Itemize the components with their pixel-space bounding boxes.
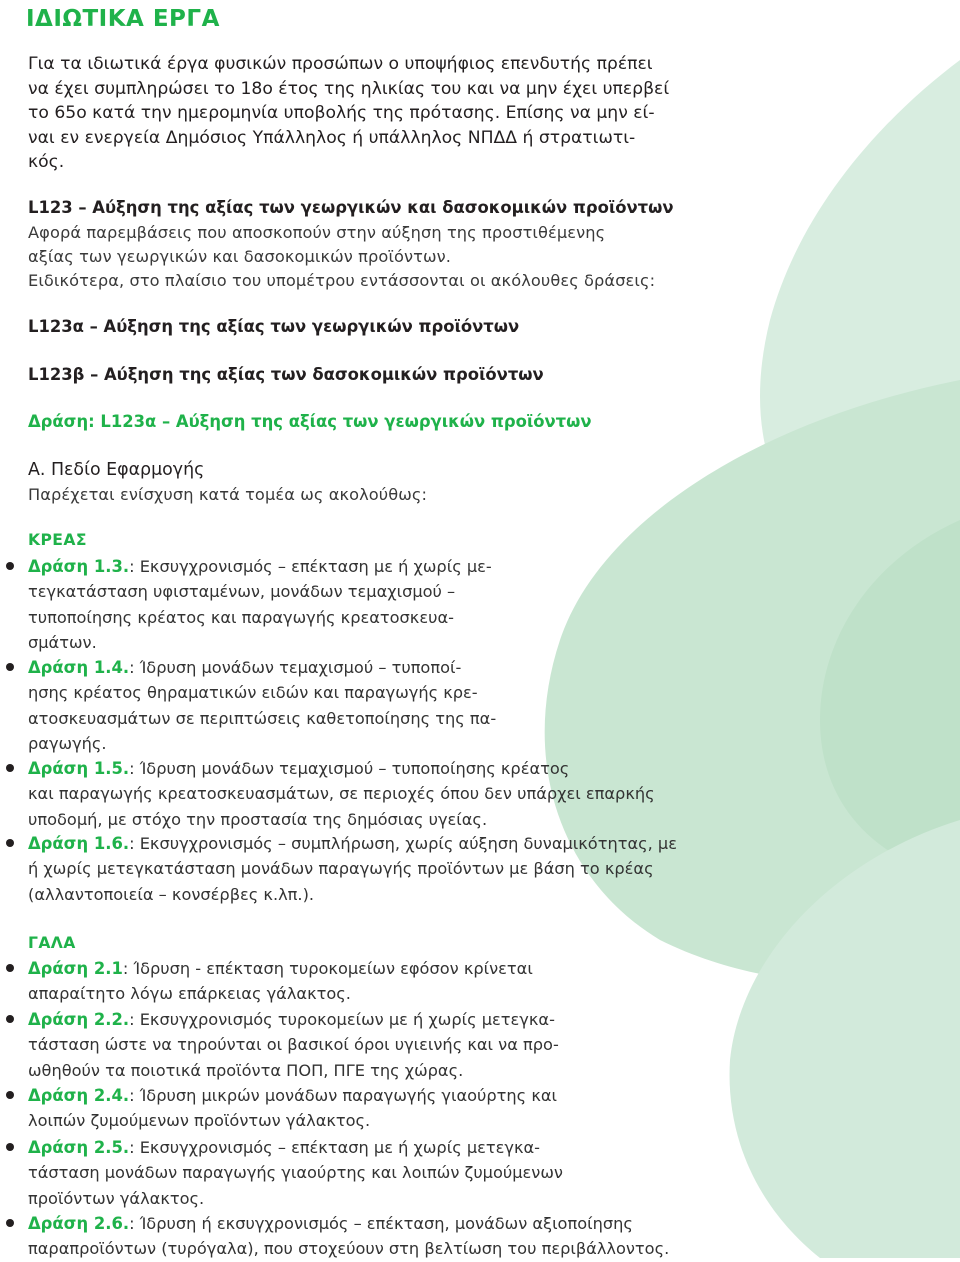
intro-line: κός. <box>28 152 65 172</box>
section-label-milk: ΓΑΛΑ <box>28 934 76 952</box>
action-heading: Δράση: L123α – Αύξηση της αξίας των γεωργικών προϊόντων <box>28 412 592 431</box>
bullet-icon <box>6 764 14 772</box>
action-label: Δράση 1.3. <box>28 557 130 576</box>
action-label: Δράση 2.2. <box>28 1010 130 1029</box>
action-label: Δράση 2.4. <box>28 1086 130 1105</box>
l123b-heading: L123β – Αύξηση της αξίας των δασοκομικών προϊόντων <box>28 365 544 384</box>
page-title: ΙΔΙΩΤΙΚΑ ΕΡΓΑ <box>26 6 220 32</box>
list-item-text: Δράση 2.6.: Ίδρυση ή εκσυγχρονισμός – επέκταση, μονάδων αξιοποίησης παραπροϊόντων (τυρόγαλα), που στοχεύουν στη βελτίωση του περιβάλλοντος. <box>28 1214 670 1259</box>
list-item-text: Δράση 2.4.: Ίδρυση μικρών μονάδων παραγωγής γιαούρτης και λοιπών ζυμούμενων προϊόντων γάλακτος. <box>28 1086 558 1131</box>
bullet-icon <box>6 1015 14 1023</box>
bullet-icon <box>6 964 14 972</box>
bullet-icon <box>6 1091 14 1099</box>
intro-paragraph <box>28 52 669 175</box>
list-item-text: Δράση 1.4.: Ίδρυση μονάδων τεμαχισμού – τυποποί- ησης κρέατος θηραματικών ειδών και παραγωγής κρε- ατοσκευασμάτων σε περιπτώσεις καθετοποίησης της πα- ραγωγής. <box>28 658 497 754</box>
list-item-text: Δράση 1.6.: Εκσυγχρονισμός – συμπλήρωση, χωρίς αύξηση δυναμικότητας, με ή χωρίς μετεγκατάσταση μονάδων παραγωγής προϊόντων με βάση το κρέας (αλλαντοποιεία – κονσέρβες κ.λπ.). <box>28 834 677 904</box>
scope-heading: Α. Πεδίο Εφαρμογής <box>28 460 205 480</box>
intro-line: το 65ο κατά την ημερομηνία υποβολής της πρότασης. Επίσης να μην εί- <box>28 103 655 123</box>
l123a-heading: L123α – Αύξηση της αξίας των γεωργικών προϊόντων <box>28 317 520 336</box>
bullet-icon <box>6 839 14 847</box>
action-label: Δράση 2.6. <box>28 1214 130 1233</box>
bullet-icon <box>6 562 14 570</box>
description-line: Αφορά παρεμβάσεις που αποσκοπούν στην αύξηση της προστιθέμενης <box>28 223 606 242</box>
description-line: αξίας των γεωργικών και δασοκομικών προϊόντων. <box>28 247 451 266</box>
action-label: Δράση 2.5. <box>28 1138 130 1157</box>
bullet-icon <box>6 1143 14 1151</box>
list-item-text: Δράση 2.2.: Εκσυγχρονισμός τυροκομείων με ή χωρίς μετεγκα- τάσταση ώστε να τηρούνται οι βασικοί όροι υγιεινής και να προ- ωθηθούν τα ποιοτικά προϊόντα ΠΟΠ, ΠΓΕ της χώρας. <box>28 1010 559 1080</box>
list-item-text: Δράση 1.5.: Ίδρυση μονάδων τεμαχισμού – τυποποίησης κρέατος και παραγωγής κρεατοσκευασμάτων, σε περιοχές όπου δεν υπάρχει επαρκής υποδομή, με στόχο την προστασία της δημόσιας υγείας. <box>28 759 655 829</box>
list-item-text: Δράση 1.3.: Εκσυγχρονισμός – επέκταση με ή χωρίς με- τεγκατάσταση υφισταμένων, μονάδων τεμαχισμού – τυποποίησης κρέατος και παραγωγής κρεατοσκευα- σμάτων. <box>28 557 492 653</box>
scope-text: Παρέχεται ενίσχυση κατά τομέα ως ακολούθως: <box>28 485 428 504</box>
action-label: Δράση 2.1 <box>28 959 123 978</box>
action-label: Δράση 1.4. <box>28 658 130 677</box>
l123-description <box>28 221 655 293</box>
action-label: Δράση 1.6. <box>28 834 130 853</box>
action-label: Δράση 1.5. <box>28 759 130 778</box>
bullet-icon <box>6 1219 14 1227</box>
intro-line: Για τα ιδιωτικά έργα φυσικών προσώπων ο υποψήφιος επενδυτής πρέπει <box>28 54 653 74</box>
list-item-text: Δράση 2.5.: Εκσυγχρονισμός – επέκταση με ή χωρίς μετεγκα- τάσταση μονάδων παραγωγής γιαούρτης και λοιπών ζυμούμενων προϊόντων γάλακτος. <box>28 1138 563 1208</box>
bullet-icon <box>6 663 14 671</box>
list-item-text: Δράση 2.1: Ίδρυση - επέκταση τυροκομείων εφόσον κρίνεται απαραίτητο λόγω επάρκειας γάλακτος. <box>28 959 533 1004</box>
intro-line: να έχει συμπληρώσει το 18ο έτος της ηλικίας του και να μην έχει υπερβεί <box>28 78 670 99</box>
l123-heading: L123 – Αύξηση της αξίας των γεωργικών και δασοκομικών προϊόντων <box>28 198 674 217</box>
section-label-meat: ΚΡΕΑΣ <box>28 531 87 549</box>
description-line: Ειδικότερα, στο πλαίσιο του υπομέτρου εντάσσονται οι ακόλουθες δράσεις: <box>28 271 656 290</box>
intro-line: ναι εν ενεργεία Δημόσιος Υπάλληλος ή υπάλληλος ΝΠΔΔ ή στρατιωτι- <box>28 127 636 148</box>
